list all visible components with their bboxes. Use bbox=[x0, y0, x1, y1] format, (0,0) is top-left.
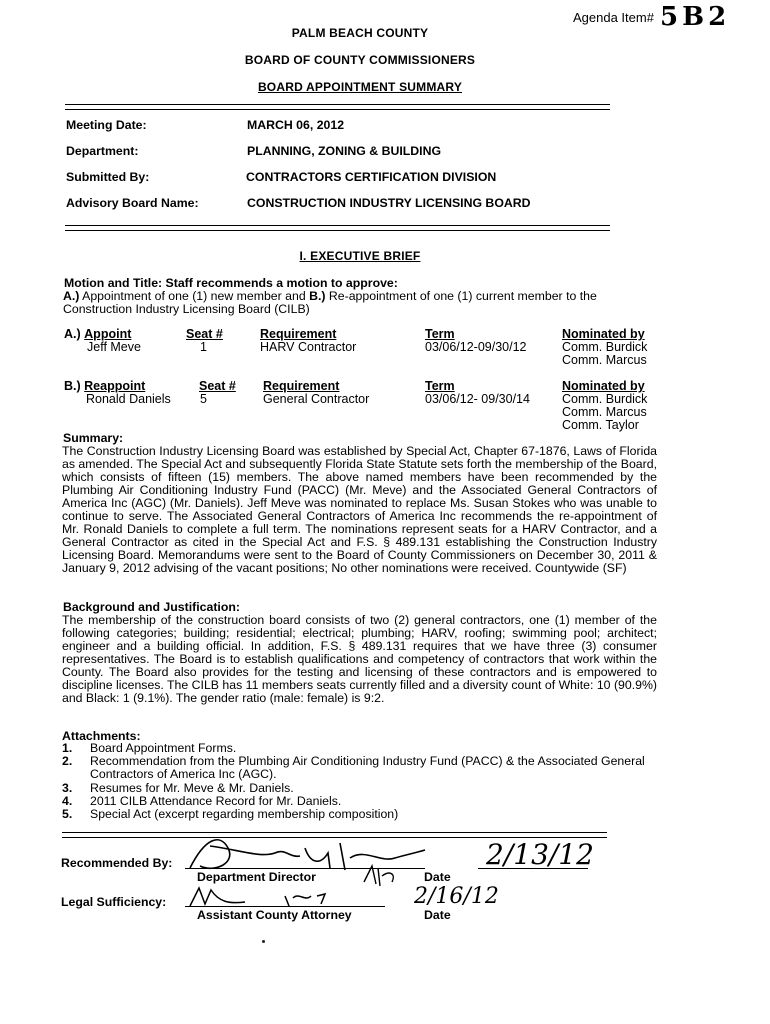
attachment-item bbox=[62, 755, 658, 781]
reappoint-nominator-2: Comm. Marcus bbox=[562, 405, 647, 419]
executive-brief-heading: I. EXECUTIVE BRIEF bbox=[299, 249, 421, 263]
appoint-seat: 1 bbox=[200, 340, 207, 354]
document-title: BOARD APPOINTMENT SUMMARY bbox=[257, 80, 463, 94]
attachment-number: 3. bbox=[62, 780, 73, 795]
divider-meta bbox=[65, 225, 610, 231]
appoint-term-header: Term bbox=[425, 327, 455, 341]
meeting-date-label: Meeting Date: bbox=[66, 118, 147, 132]
legal-date: 2/16/12 bbox=[414, 884, 499, 909]
attachment-text: Recommendation from the Plumbing Air Conditioning Industry Fund (PACC) & the Associated General Contractors of America Inc (AGC). bbox=[90, 754, 645, 782]
attachment-number: 2. bbox=[62, 754, 73, 769]
advisory-board-label: Advisory Board Name: bbox=[66, 196, 199, 210]
appoint-prefix: A.) bbox=[64, 327, 81, 341]
scan-speck bbox=[262, 940, 265, 943]
motion-text-2: Re-appointment of one (1) current member to the Construction Industry Licensing Board (CILB) bbox=[63, 289, 597, 316]
reappoint-requirement-header: Requirement bbox=[263, 379, 340, 393]
appoint-nominator-1: Comm. Burdick bbox=[562, 340, 648, 354]
appoint-seat-header: Seat # bbox=[186, 327, 223, 341]
recommended-date-line bbox=[478, 868, 588, 869]
summary-label: Summary: bbox=[63, 431, 124, 445]
agenda-item-number: 5B2 bbox=[660, 2, 731, 32]
motion-title: Motion and Title: Staff recommends a motion to approve: bbox=[64, 276, 398, 290]
reappoint-term: 03/06/12- 09/30/14 bbox=[425, 392, 530, 406]
appoint-requirement-header: Requirement bbox=[260, 327, 337, 341]
appoint-requirement: HARV Contractor bbox=[260, 340, 357, 354]
reappoint-nominated-header: Nominated by bbox=[562, 379, 645, 393]
summary-text: The Construction Industry Licensing Board was established by Special Act, Chapter 67-1876, Laws of Florida as amended. The Special Act and subsequently Florida State Statute sets forth the membership of the Board, which consists of fifteen (15) members. The above named members have been recommended by the Plumbing Air Conditioning Industry Fund (PACC) (Mr. Meve) and the Associated General Contractors of America Inc (AGC) (Mr. Daniels). Jeff Meve was nominated to replace Ms. Susan Stokes who was unable to continue to serve. The Associated General Contractors of America Inc recommends the re-appointment of Mr. Ronald Daniels to complete a full term. The nominations represent seats for a HARV Contractor, and a General Contractor as cited in the Special Act and F.S. § 489.131 establishing the Construction Industry Licensing Board. Memorandums were sent to the Board of County Commissioners on December 30, 2011 & January 9, 2012 advising of the vacant positions; No other nominations were received. Countywide (SF) bbox=[62, 444, 657, 575]
appoint-header: Appoint bbox=[84, 327, 132, 341]
attachment-number: 1. bbox=[62, 741, 73, 755]
reappoint-requirement: General Contractor bbox=[263, 392, 370, 406]
submitted-by-label: Submitted By: bbox=[66, 170, 150, 184]
assistant-county-attorney-label: Assistant County Attorney bbox=[197, 908, 352, 922]
attachment-number: 5. bbox=[62, 807, 73, 822]
background-text: The membership of the construction board consists of two (2) general contractors, one (1) member of the following categories; building; residential; electrical; plumbing; HARV, roofing; swimming pool; architect; engineer and a building official. In addition, F.S. § 489.131 requires that we have three (3) consumer representatives. The Board is to establish qualifications and competency of contractors that work within the County. The Board also provides for the testing and licensing of these contractors and is empowered to discipline licenses. The CILB has 11 members seats currently filled and a diversity count of White: 10 (90.9%) and Black: 1 (9.1%). The gender ratio (male: female) is 9:2. bbox=[62, 613, 657, 705]
county-heading: PALM BEACH COUNTY bbox=[291, 26, 429, 40]
agenda-item-label: Agenda Item# bbox=[573, 10, 654, 25]
attachment-text: Special Act (excerpt regarding membership composition) bbox=[90, 807, 399, 822]
reappoint-nominator-3: Comm. Taylor bbox=[562, 418, 639, 432]
motion-text-1: Appointment of one (1) new member and bbox=[79, 289, 310, 303]
recommended-date-label: Date bbox=[424, 870, 451, 884]
reappoint-nominator-1: Comm. Burdick bbox=[562, 392, 648, 406]
recommended-date: 2/13/12 bbox=[486, 838, 594, 871]
appoint-term: 03/06/12-09/30/12 bbox=[425, 340, 527, 354]
appoint-nominated-header: Nominated by bbox=[562, 327, 645, 341]
attachments-label: Attachments: bbox=[62, 729, 141, 743]
motion-a-marker: A.) bbox=[63, 289, 80, 303]
advisory-board-value: CONSTRUCTION INDUSTRY LICENSING BOARD bbox=[247, 196, 531, 210]
legal-line bbox=[185, 906, 385, 907]
recommended-by-label: Recommended By: bbox=[61, 856, 173, 870]
submitted-by-value: CONTRACTORS CERTIFICATION DIVISION bbox=[246, 170, 497, 184]
department-label: Department: bbox=[66, 144, 139, 158]
attachment-text: Board Appointment Forms. bbox=[90, 741, 237, 755]
attachment-item bbox=[62, 808, 658, 821]
legal-sufficiency-label: Legal Sufficiency: bbox=[61, 895, 167, 909]
motion-b-marker: B.) bbox=[309, 289, 326, 303]
reappoint-seat: 5 bbox=[200, 392, 207, 406]
attachments-list bbox=[62, 742, 658, 821]
department-value: PLANNING, ZONING & BUILDING bbox=[247, 144, 442, 158]
department-director-label: Department Director bbox=[197, 870, 316, 884]
reappoint-term-header: Term bbox=[425, 379, 455, 393]
reappoint-name: Ronald Daniels bbox=[86, 392, 171, 406]
board-heading: BOARD OF COUNTY COMMISSIONERS bbox=[244, 53, 476, 67]
appoint-name: Jeff Meve bbox=[87, 340, 141, 354]
attachment-text: Resumes for Mr. Meve & Mr. Daniels. bbox=[90, 780, 294, 795]
reappoint-header: Reappoint bbox=[84, 379, 146, 393]
attachment-text: 2011 CILB Attendance Record for Mr. Daniels. bbox=[90, 793, 342, 808]
appoint-nominator-2: Comm. Marcus bbox=[562, 353, 647, 367]
reappoint-seat-header: Seat # bbox=[199, 379, 236, 393]
motion-text bbox=[63, 290, 659, 316]
reappoint-prefix: B.) bbox=[64, 379, 81, 393]
initials-mark bbox=[360, 862, 400, 890]
meeting-date-value: MARCH 06, 2012 bbox=[247, 118, 345, 132]
background-label: Background and Justification: bbox=[63, 600, 240, 614]
divider-top bbox=[65, 104, 610, 110]
legal-date-label: Date bbox=[424, 908, 451, 922]
attachment-number: 4. bbox=[62, 793, 73, 808]
